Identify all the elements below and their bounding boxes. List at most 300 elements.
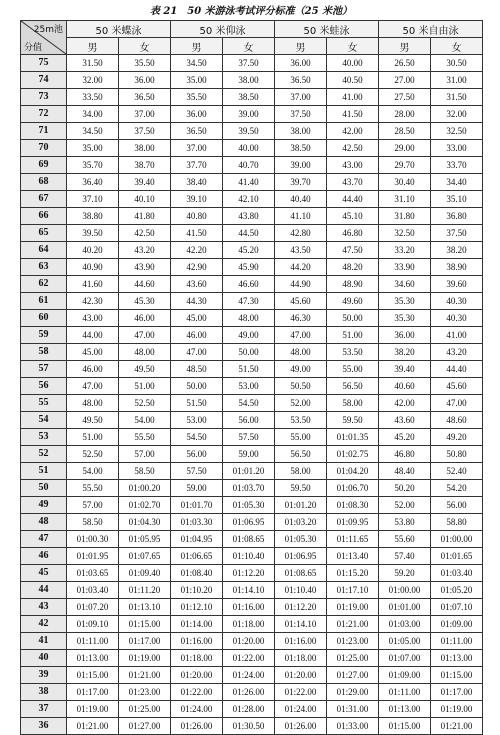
butterfly-female-cell: 37.00 xyxy=(119,106,171,123)
backstroke-male-cell: 01:12.10 xyxy=(171,599,223,616)
butterfly-male-cell: 51.00 xyxy=(67,429,119,446)
table-row xyxy=(21,174,483,191)
butterfly-female-cell: 01:25.00 xyxy=(119,701,171,718)
backstroke-female-cell: 54.50 xyxy=(223,395,275,412)
corner-score-label: 分值 xyxy=(24,43,43,53)
breaststroke-female-cell: 41.50 xyxy=(327,106,379,123)
butterfly-male-cell: 01:15.00 xyxy=(67,667,119,684)
freestyle-female-cell: 01:01.65 xyxy=(431,548,483,565)
backstroke-male-cell: 50.00 xyxy=(171,378,223,395)
backstroke-male-cell: 46.00 xyxy=(171,327,223,344)
breaststroke-male-cell: 01:22.00 xyxy=(275,684,327,701)
backstroke-male-cell: 48.50 xyxy=(171,361,223,378)
butterfly-female-cell: 52.50 xyxy=(119,395,171,412)
gender-header-female: 女 xyxy=(119,38,171,55)
breaststroke-female-cell: 01:06.70 xyxy=(327,480,379,497)
freestyle-male-cell: 32.50 xyxy=(379,225,431,242)
breaststroke-male-cell: 38.00 xyxy=(275,123,327,140)
table-row xyxy=(21,310,483,327)
freestyle-female-cell: 01:03.40 xyxy=(431,565,483,582)
butterfly-female-cell: 45.30 xyxy=(119,293,171,310)
butterfly-male-cell: 40.20 xyxy=(67,242,119,259)
butterfly-male-cell: 34.00 xyxy=(67,106,119,123)
backstroke-male-cell: 01:10.20 xyxy=(171,582,223,599)
table-row xyxy=(21,650,483,667)
backstroke-male-cell: 34.50 xyxy=(171,55,223,72)
freestyle-female-cell: 50.80 xyxy=(431,446,483,463)
breaststroke-female-cell: 45.10 xyxy=(327,208,379,225)
score-cell: 37 xyxy=(21,701,67,718)
freestyle-female-cell: 47.00 xyxy=(431,395,483,412)
butterfly-male-cell: 01:00.30 xyxy=(67,531,119,548)
freestyle-female-cell: 41.00 xyxy=(431,327,483,344)
butterfly-female-cell: 01:23.00 xyxy=(119,684,171,701)
freestyle-male-cell: 01:01.00 xyxy=(379,599,431,616)
breaststroke-male-cell: 37.00 xyxy=(275,89,327,106)
backstroke-male-cell: 54.50 xyxy=(171,429,223,446)
freestyle-female-cell: 31.00 xyxy=(431,72,483,89)
table-row xyxy=(21,55,483,72)
backstroke-female-cell: 41.40 xyxy=(223,174,275,191)
backstroke-female-cell: 01:10.40 xyxy=(223,548,275,565)
table-row xyxy=(21,395,483,412)
score-cell: 36 xyxy=(21,718,67,735)
backstroke-male-cell: 35.00 xyxy=(171,72,223,89)
table-row xyxy=(21,582,483,599)
score-cell: 48 xyxy=(21,514,67,531)
backstroke-female-cell: 01:03.70 xyxy=(223,480,275,497)
freestyle-male-cell: 01:09.00 xyxy=(379,667,431,684)
backstroke-male-cell: 53.00 xyxy=(171,412,223,429)
breaststroke-female-cell: 01:04.20 xyxy=(327,463,379,480)
butterfly-female-cell: 38.70 xyxy=(119,157,171,174)
table-row xyxy=(21,667,483,684)
breaststroke-female-cell: 55.00 xyxy=(327,361,379,378)
backstroke-female-cell: 01:14.10 xyxy=(223,582,275,599)
breaststroke-male-cell: 58.00 xyxy=(275,463,327,480)
backstroke-male-cell: 51.50 xyxy=(171,395,223,412)
freestyle-female-cell: 52.40 xyxy=(431,463,483,480)
table-row xyxy=(21,259,483,276)
freestyle-male-cell: 52.00 xyxy=(379,497,431,514)
freestyle-female-cell: 35.10 xyxy=(431,191,483,208)
breaststroke-female-cell: 01:33.00 xyxy=(327,718,379,735)
backstroke-female-cell: 01:08.65 xyxy=(223,531,275,548)
butterfly-male-cell: 34.50 xyxy=(67,123,119,140)
breaststroke-female-cell: 01:01.35 xyxy=(327,429,379,446)
scoring-table xyxy=(20,20,483,735)
breaststroke-male-cell: 01:03.20 xyxy=(275,514,327,531)
backstroke-female-cell: 56.00 xyxy=(223,412,275,429)
backstroke-female-cell: 50.00 xyxy=(223,344,275,361)
freestyle-female-cell: 31.50 xyxy=(431,89,483,106)
gender-header-male: 男 xyxy=(379,38,431,55)
freestyle-female-cell: 34.40 xyxy=(431,174,483,191)
breaststroke-male-cell: 43.50 xyxy=(275,242,327,259)
breaststroke-male-cell: 01:26.00 xyxy=(275,718,327,735)
score-cell: 57 xyxy=(21,361,67,378)
table-row xyxy=(21,72,483,89)
breaststroke-male-cell: 01:08.65 xyxy=(275,565,327,582)
breaststroke-male-cell: 44.20 xyxy=(275,259,327,276)
butterfly-male-cell: 44.00 xyxy=(67,327,119,344)
table-row xyxy=(21,89,483,106)
breaststroke-female-cell: 58.00 xyxy=(327,395,379,412)
breaststroke-female-cell: 42.00 xyxy=(327,123,379,140)
table-row xyxy=(21,378,483,395)
backstroke-male-cell: 38.40 xyxy=(171,174,223,191)
breaststroke-female-cell: 41.00 xyxy=(327,89,379,106)
table-row xyxy=(21,123,483,140)
butterfly-female-cell: 01:15.00 xyxy=(119,616,171,633)
butterfly-male-cell: 01:03.40 xyxy=(67,582,119,599)
freestyle-female-cell: 54.20 xyxy=(431,480,483,497)
score-cell: 56 xyxy=(21,378,67,395)
score-cell: 52 xyxy=(21,446,67,463)
backstroke-female-cell: 57.50 xyxy=(223,429,275,446)
freestyle-female-cell: 37.50 xyxy=(431,225,483,242)
backstroke-female-cell: 01:12.20 xyxy=(223,565,275,582)
backstroke-male-cell: 41.50 xyxy=(171,225,223,242)
butterfly-male-cell: 38.80 xyxy=(67,208,119,225)
freestyle-male-cell: 01:05.00 xyxy=(379,633,431,650)
freestyle-female-cell: 40.30 xyxy=(431,310,483,327)
backstroke-male-cell: 01:14.00 xyxy=(171,616,223,633)
score-cell: 71 xyxy=(21,123,67,140)
breaststroke-female-cell: 44.40 xyxy=(327,191,379,208)
backstroke-male-cell: 35.50 xyxy=(171,89,223,106)
butterfly-male-cell: 46.00 xyxy=(67,361,119,378)
score-cell: 47 xyxy=(21,531,67,548)
table-row xyxy=(21,497,483,514)
breaststroke-female-cell: 01:17.10 xyxy=(327,582,379,599)
freestyle-female-cell: 58.80 xyxy=(431,514,483,531)
table-body xyxy=(21,55,483,735)
backstroke-male-cell: 56.00 xyxy=(171,446,223,463)
freestyle-male-cell: 26.50 xyxy=(379,55,431,72)
breaststroke-female-cell: 48.90 xyxy=(327,276,379,293)
freestyle-female-cell: 01:05.20 xyxy=(431,582,483,599)
breaststroke-male-cell: 39.00 xyxy=(275,157,327,174)
table-row xyxy=(21,565,483,582)
score-cell: 55 xyxy=(21,395,67,412)
butterfly-male-cell: 01:11.00 xyxy=(67,633,119,650)
freestyle-male-cell: 29.00 xyxy=(379,140,431,157)
freestyle-male-cell: 30.40 xyxy=(379,174,431,191)
backstroke-female-cell: 01:18.00 xyxy=(223,616,275,633)
breaststroke-female-cell: 01:09.95 xyxy=(327,514,379,531)
butterfly-male-cell: 58.50 xyxy=(67,514,119,531)
butterfly-male-cell: 01:09.10 xyxy=(67,616,119,633)
butterfly-male-cell: 49.50 xyxy=(67,412,119,429)
score-cell: 64 xyxy=(21,242,67,259)
table-row xyxy=(21,225,483,242)
score-cell: 72 xyxy=(21,106,67,123)
backstroke-male-cell: 36.00 xyxy=(171,106,223,123)
breaststroke-male-cell: 01:14.10 xyxy=(275,616,327,633)
backstroke-male-cell: 44.30 xyxy=(171,293,223,310)
table-row xyxy=(21,344,483,361)
butterfly-male-cell: 33.50 xyxy=(67,89,119,106)
butterfly-female-cell: 55.50 xyxy=(119,429,171,446)
backstroke-male-cell: 45.00 xyxy=(171,310,223,327)
butterfly-male-cell: 55.50 xyxy=(67,480,119,497)
event-header-freestyle: 50 米自由泳 xyxy=(379,21,483,38)
backstroke-female-cell: 01:26.00 xyxy=(223,684,275,701)
freestyle-female-cell: 32.50 xyxy=(431,123,483,140)
freestyle-female-cell: 01:07.10 xyxy=(431,599,483,616)
freestyle-male-cell: 59.20 xyxy=(379,565,431,582)
backstroke-male-cell: 36.50 xyxy=(171,123,223,140)
table-row xyxy=(21,429,483,446)
breaststroke-female-cell: 01:11.65 xyxy=(327,531,379,548)
table-row xyxy=(21,480,483,497)
butterfly-female-cell: 35.50 xyxy=(119,55,171,72)
breaststroke-male-cell: 56.50 xyxy=(275,446,327,463)
backstroke-female-cell: 45.90 xyxy=(223,259,275,276)
freestyle-male-cell: 31.10 xyxy=(379,191,431,208)
freestyle-female-cell: 01:13.00 xyxy=(431,650,483,667)
corner-pool-label: 25m池 xyxy=(33,25,63,35)
butterfly-female-cell: 01:07.65 xyxy=(119,548,171,565)
butterfly-female-cell: 01:11.20 xyxy=(119,582,171,599)
freestyle-male-cell: 50.20 xyxy=(379,480,431,497)
score-cell: 44 xyxy=(21,582,67,599)
freestyle-female-cell: 48.60 xyxy=(431,412,483,429)
butterfly-female-cell: 01:00.20 xyxy=(119,480,171,497)
freestyle-male-cell: 34.60 xyxy=(379,276,431,293)
freestyle-female-cell: 45.60 xyxy=(431,378,483,395)
butterfly-male-cell: 01:01.95 xyxy=(67,548,119,565)
backstroke-male-cell: 01:16.00 xyxy=(171,633,223,650)
butterfly-male-cell: 52.50 xyxy=(67,446,119,463)
breaststroke-female-cell: 43.00 xyxy=(327,157,379,174)
score-cell: 49 xyxy=(21,497,67,514)
score-cell: 61 xyxy=(21,293,67,310)
gender-header-male: 男 xyxy=(171,38,223,55)
breaststroke-female-cell: 01:13.40 xyxy=(327,548,379,565)
freestyle-male-cell: 35.30 xyxy=(379,293,431,310)
breaststroke-female-cell: 01:25.00 xyxy=(327,650,379,667)
butterfly-male-cell: 01:07.20 xyxy=(67,599,119,616)
score-cell: 54 xyxy=(21,412,67,429)
event-header-breaststroke: 50 米蛙泳 xyxy=(275,21,379,38)
table-row xyxy=(21,718,483,735)
breaststroke-male-cell: 01:24.00 xyxy=(275,701,327,718)
freestyle-male-cell: 27.00 xyxy=(379,72,431,89)
backstroke-female-cell: 01:05.30 xyxy=(223,497,275,514)
breaststroke-male-cell: 50.50 xyxy=(275,378,327,395)
backstroke-male-cell: 57.50 xyxy=(171,463,223,480)
breaststroke-female-cell: 47.50 xyxy=(327,242,379,259)
freestyle-male-cell: 01:13.00 xyxy=(379,701,431,718)
butterfly-female-cell: 48.00 xyxy=(119,344,171,361)
breaststroke-male-cell: 01:20.00 xyxy=(275,667,327,684)
butterfly-female-cell: 36.00 xyxy=(119,72,171,89)
score-cell: 74 xyxy=(21,72,67,89)
freestyle-male-cell: 43.60 xyxy=(379,412,431,429)
breaststroke-male-cell: 46.30 xyxy=(275,310,327,327)
backstroke-female-cell: 01:01.20 xyxy=(223,463,275,480)
breaststroke-female-cell: 51.00 xyxy=(327,327,379,344)
breaststroke-female-cell: 01:08.30 xyxy=(327,497,379,514)
backstroke-male-cell: 01:01.70 xyxy=(171,497,223,514)
score-cell: 40 xyxy=(21,650,67,667)
score-cell: 73 xyxy=(21,89,67,106)
breaststroke-male-cell: 40.40 xyxy=(275,191,327,208)
butterfly-male-cell: 42.30 xyxy=(67,293,119,310)
backstroke-male-cell: 43.60 xyxy=(171,276,223,293)
breaststroke-male-cell: 01:18.00 xyxy=(275,650,327,667)
breaststroke-female-cell: 43.70 xyxy=(327,174,379,191)
butterfly-female-cell: 47.00 xyxy=(119,327,171,344)
freestyle-female-cell: 36.80 xyxy=(431,208,483,225)
table-row xyxy=(21,684,483,701)
butterfly-female-cell: 43.20 xyxy=(119,242,171,259)
backstroke-male-cell: 01:04.95 xyxy=(171,531,223,548)
backstroke-male-cell: 01:18.00 xyxy=(171,650,223,667)
score-cell: 63 xyxy=(21,259,67,276)
butterfly-female-cell: 43.90 xyxy=(119,259,171,276)
breaststroke-female-cell: 01:31.00 xyxy=(327,701,379,718)
backstroke-female-cell: 51.50 xyxy=(223,361,275,378)
score-cell: 53 xyxy=(21,429,67,446)
table-row xyxy=(21,191,483,208)
butterfly-male-cell: 41.60 xyxy=(67,276,119,293)
butterfly-female-cell: 01:27.00 xyxy=(119,718,171,735)
breaststroke-female-cell: 48.20 xyxy=(327,259,379,276)
butterfly-female-cell: 36.50 xyxy=(119,89,171,106)
score-cell: 59 xyxy=(21,327,67,344)
table-row xyxy=(21,463,483,480)
breaststroke-male-cell: 53.50 xyxy=(275,412,327,429)
butterfly-female-cell: 01:02.70 xyxy=(119,497,171,514)
backstroke-female-cell: 37.50 xyxy=(223,55,275,72)
backstroke-female-cell: 40.00 xyxy=(223,140,275,157)
table-row xyxy=(21,701,483,718)
score-cell: 65 xyxy=(21,225,67,242)
backstroke-male-cell: 01:24.00 xyxy=(171,701,223,718)
freestyle-female-cell: 33.00 xyxy=(431,140,483,157)
freestyle-male-cell: 39.40 xyxy=(379,361,431,378)
freestyle-male-cell: 36.00 xyxy=(379,327,431,344)
butterfly-male-cell: 01:03.65 xyxy=(67,565,119,582)
backstroke-female-cell: 01:22.00 xyxy=(223,650,275,667)
freestyle-male-cell: 33.20 xyxy=(379,242,431,259)
freestyle-female-cell: 01:19.00 xyxy=(431,701,483,718)
breaststroke-male-cell: 42.80 xyxy=(275,225,327,242)
freestyle-male-cell: 53.80 xyxy=(379,514,431,531)
freestyle-male-cell: 01:07.00 xyxy=(379,650,431,667)
backstroke-female-cell: 53.00 xyxy=(223,378,275,395)
score-cell: 46 xyxy=(21,548,67,565)
freestyle-male-cell: 35.30 xyxy=(379,310,431,327)
butterfly-male-cell: 40.90 xyxy=(67,259,119,276)
breaststroke-male-cell: 44.90 xyxy=(275,276,327,293)
table-row xyxy=(21,514,483,531)
freestyle-male-cell: 28.00 xyxy=(379,106,431,123)
gender-header-female: 女 xyxy=(431,38,483,55)
table-row xyxy=(21,140,483,157)
butterfly-male-cell: 01:17.00 xyxy=(67,684,119,701)
breaststroke-female-cell: 59.50 xyxy=(327,412,379,429)
butterfly-female-cell: 01:21.00 xyxy=(119,667,171,684)
butterfly-female-cell: 01:09.40 xyxy=(119,565,171,582)
score-cell: 62 xyxy=(21,276,67,293)
butterfly-male-cell: 39.50 xyxy=(67,225,119,242)
butterfly-female-cell: 38.00 xyxy=(119,140,171,157)
backstroke-female-cell: 01:16.00 xyxy=(223,599,275,616)
score-cell: 69 xyxy=(21,157,67,174)
butterfly-female-cell: 54.00 xyxy=(119,412,171,429)
score-cell: 41 xyxy=(21,633,67,650)
breaststroke-female-cell: 01:21.00 xyxy=(327,616,379,633)
freestyle-female-cell: 01:17.00 xyxy=(431,684,483,701)
freestyle-male-cell: 29.70 xyxy=(379,157,431,174)
backstroke-male-cell: 37.00 xyxy=(171,140,223,157)
backstroke-male-cell: 01:22.00 xyxy=(171,684,223,701)
breaststroke-female-cell: 01:15.20 xyxy=(327,565,379,582)
event-header-butterfly: 50 米蝶泳 xyxy=(67,21,171,38)
freestyle-female-cell: 01:11.00 xyxy=(431,633,483,650)
backstroke-male-cell: 40.80 xyxy=(171,208,223,225)
breaststroke-female-cell: 56.50 xyxy=(327,378,379,395)
freestyle-male-cell: 55.60 xyxy=(379,531,431,548)
breaststroke-male-cell: 01:12.20 xyxy=(275,599,327,616)
butterfly-male-cell: 54.00 xyxy=(67,463,119,480)
table-row xyxy=(21,276,483,293)
butterfly-male-cell: 35.70 xyxy=(67,157,119,174)
breaststroke-male-cell: 49.00 xyxy=(275,361,327,378)
score-cell: 60 xyxy=(21,310,67,327)
freestyle-male-cell: 01:15.00 xyxy=(379,718,431,735)
backstroke-male-cell: 59.00 xyxy=(171,480,223,497)
table-row xyxy=(21,208,483,225)
breaststroke-male-cell: 48.00 xyxy=(275,344,327,361)
breaststroke-female-cell: 53.50 xyxy=(327,344,379,361)
score-cell: 45 xyxy=(21,565,67,582)
freestyle-male-cell: 28.50 xyxy=(379,123,431,140)
breaststroke-male-cell: 01:10.40 xyxy=(275,582,327,599)
freestyle-male-cell: 40.60 xyxy=(379,378,431,395)
breaststroke-female-cell: 42.50 xyxy=(327,140,379,157)
gender-header-male: 男 xyxy=(67,38,119,55)
butterfly-male-cell: 01:21.00 xyxy=(67,718,119,735)
breaststroke-female-cell: 01:29.00 xyxy=(327,684,379,701)
butterfly-female-cell: 57.00 xyxy=(119,446,171,463)
butterfly-male-cell: 37.10 xyxy=(67,191,119,208)
backstroke-male-cell: 01:03.30 xyxy=(171,514,223,531)
butterfly-female-cell: 39.40 xyxy=(119,174,171,191)
backstroke-female-cell: 01:30.50 xyxy=(223,718,275,735)
breaststroke-male-cell: 59.50 xyxy=(275,480,327,497)
butterfly-female-cell: 41.80 xyxy=(119,208,171,225)
backstroke-female-cell: 46.60 xyxy=(223,276,275,293)
backstroke-male-cell: 01:20.00 xyxy=(171,667,223,684)
butterfly-male-cell: 57.00 xyxy=(67,497,119,514)
butterfly-male-cell: 45.00 xyxy=(67,344,119,361)
butterfly-male-cell: 36.40 xyxy=(67,174,119,191)
table-row xyxy=(21,157,483,174)
butterfly-female-cell: 46.00 xyxy=(119,310,171,327)
freestyle-female-cell: 32.00 xyxy=(431,106,483,123)
butterfly-female-cell: 42.50 xyxy=(119,225,171,242)
score-cell: 51 xyxy=(21,463,67,480)
freestyle-female-cell: 01:00.00 xyxy=(431,531,483,548)
backstroke-female-cell: 45.20 xyxy=(223,242,275,259)
score-cell: 39 xyxy=(21,667,67,684)
butterfly-female-cell: 58.50 xyxy=(119,463,171,480)
